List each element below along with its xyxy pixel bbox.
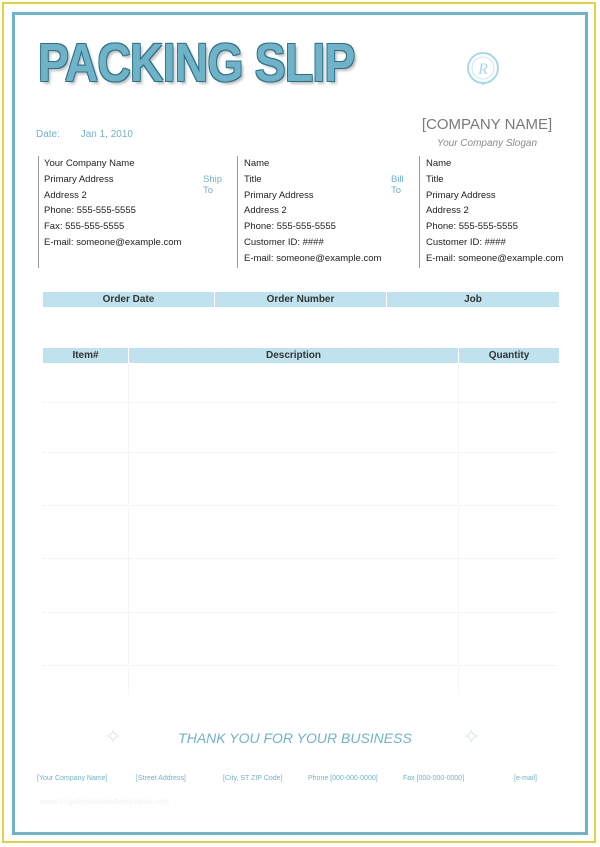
item-number-header: Item# — [43, 348, 129, 363]
ship-to-line: Title — [244, 173, 262, 185]
description-header: Description — [129, 348, 459, 363]
sender-line: Fax: 555-555-5555 — [44, 221, 125, 233]
grid-row-line — [43, 665, 557, 666]
grid-row-line — [43, 505, 557, 506]
bill-to-line: Address 2 — [426, 205, 469, 217]
bill-to-label — [391, 174, 404, 196]
sender-divider — [38, 156, 39, 268]
items-table — [43, 348, 559, 363]
thank-you-message: THANK YOU FOR YOUR BUSINESS — [178, 730, 412, 746]
date-value: Jan 1, 2010 — [80, 129, 133, 140]
sender-line: Your Company Name — [44, 158, 135, 169]
ship-to-address — [244, 156, 381, 267]
order-number-header: Order Number — [215, 292, 387, 307]
ship-to-label-line2: To — [203, 185, 214, 196]
bill-to-address — [426, 156, 563, 267]
sparkle-right-icon: ✧ — [462, 724, 481, 749]
footer-email: [e-mail] — [514, 775, 537, 782]
footer-street: [Street Address] — [136, 775, 186, 782]
footer-fax: Fax [000-000-0000] — [403, 775, 465, 782]
grid-row-line — [43, 452, 557, 453]
order-info-table — [43, 292, 559, 307]
sender-line: E-mail: someone@example.com — [44, 236, 182, 248]
date-label: Date: — [36, 129, 60, 140]
job-header: Job — [387, 292, 560, 307]
bill-to-line: E-mail: someone@example.com — [426, 252, 564, 264]
quantity-header: Quantity — [459, 348, 560, 363]
bill-to-line: Phone: 555-555-5555 — [426, 221, 518, 233]
order-date-header: Order Date — [43, 292, 215, 307]
bill-to-line: Title — [426, 173, 444, 185]
bill-to-label-line1: Bill — [391, 174, 404, 185]
footer-city: [City, ST ZIP Code] — [223, 775, 283, 782]
grid-row-line — [43, 612, 557, 613]
grid-column-line — [458, 364, 459, 694]
sender-address — [44, 156, 181, 251]
sparkle-left-icon: ✧ — [104, 724, 123, 749]
date-row — [36, 129, 151, 140]
company-logo-icon — [466, 51, 500, 85]
grid-row-line — [43, 402, 557, 403]
ship-to-line: E-mail: someone@example.com — [244, 252, 382, 264]
footer-company: [Your Company Name] — [37, 775, 108, 782]
ship-to-line: Phone: 555-555-5555 — [244, 221, 336, 233]
sender-line: Address 2 — [44, 189, 87, 201]
ship-to-line: Name — [244, 158, 270, 169]
bill-to-line: Customer ID: #### — [426, 236, 506, 248]
bill-to-label-line2: To — [391, 185, 402, 196]
ship-to-line: Customer ID: #### — [244, 236, 324, 248]
bill-to-line: Name — [426, 158, 452, 169]
svg-text:R: R — [478, 61, 488, 78]
ship-to-line: Address 2 — [244, 205, 287, 217]
company-name: [COMPANY NAME] — [421, 116, 553, 133]
grid-column-line — [128, 364, 129, 694]
sender-line: Primary Address — [44, 173, 114, 185]
document-title: PACKING SLIP — [38, 33, 355, 93]
ship-to-line: Primary Address — [244, 189, 314, 201]
bill-to-line: Primary Address — [426, 189, 496, 201]
ship-to-label-line1: Ship — [203, 174, 223, 185]
ship-to-label — [203, 174, 222, 196]
ship-to-divider — [237, 156, 238, 268]
watermark: www.largeformatusedtemplates.com — [40, 797, 169, 806]
bill-to-divider — [419, 156, 420, 268]
sender-line: Phone: 555-555-5555 — [44, 205, 136, 217]
grid-row-line — [43, 558, 557, 559]
footer-phone: Phone [000-000-0000] — [308, 775, 378, 782]
company-slogan: Your Company Slogan — [436, 138, 538, 149]
